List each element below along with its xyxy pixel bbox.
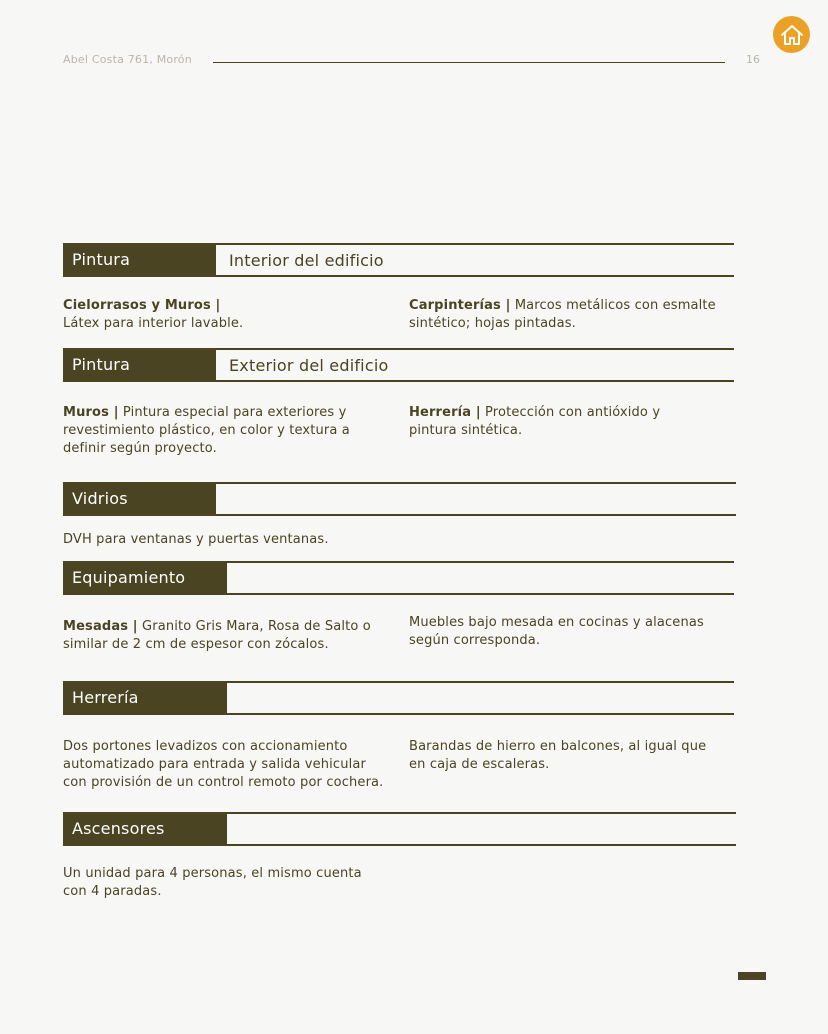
value-herreria: Protección con antióxido y pintura sintética.: [409, 405, 661, 438]
section-band-ascensores: [63, 812, 736, 846]
page-number: 16: [746, 53, 760, 66]
section-title: Vidrios: [63, 482, 216, 516]
pintura-exterior-left-text: [63, 404, 378, 458]
section-title: Equipamiento: [63, 561, 227, 595]
vidrios-text: DVH para ventanas y puertas ventanas.: [63, 532, 329, 547]
footer-mark: [738, 972, 766, 980]
home-button[interactable]: [773, 16, 810, 53]
section-title: Pintura: [63, 348, 216, 382]
label-herreria: Herrería |: [409, 405, 481, 420]
value-cielorrasos: Látex para interior lavable.: [63, 316, 244, 331]
section-title: Pintura: [63, 243, 216, 277]
ascensores-text: Un unidad para 4 personas, el mismo cuenta con 4 paradas.: [63, 866, 362, 899]
label-cielorrasos: Cielorrasos y Muros |: [63, 298, 221, 313]
section-band-pintura-interior: [63, 243, 734, 277]
equipamiento-right-text: Muebles bajo mesada en cocinas y alacenas según corresponda.: [409, 615, 704, 648]
section-subtitle: Exterior del edificio: [229, 356, 389, 375]
section-band-equipamiento: [63, 561, 734, 595]
section-band-vidrios: [63, 482, 736, 516]
section-subtitle: Interior del edificio: [229, 251, 384, 270]
header-address: Abel Costa 761, Morón: [63, 53, 192, 66]
section-band-pintura-exterior: [63, 348, 734, 382]
herreria-left-text: Dos portones levadizos con accionamiento automatizado para entrada y salida vehicular con provisión de un control remoto por cochera.: [63, 739, 384, 790]
section-band-herreria: [63, 681, 734, 715]
value-muros: Pintura especial para exteriores y revestimiento plástico, en color y textura a definir según proyecto.: [63, 405, 350, 456]
label-muros: Muros |: [63, 405, 119, 420]
label-mesadas: Mesadas |: [63, 619, 138, 634]
home-icon: [780, 24, 804, 46]
pintura-interior-right-text: [409, 297, 734, 333]
section-title: Herrería: [63, 681, 227, 715]
label-carpinterias: Carpinterías |: [409, 298, 511, 313]
value-carpinterias: Marcos metálicos con esmalte sintético; hojas pintadas.: [409, 298, 716, 331]
section-title: Ascensores: [63, 812, 227, 846]
equipamiento-left-text: [63, 618, 383, 654]
herreria-right-text: Barandas de hierro en balcones, al igual que en caja de escaleras.: [409, 739, 707, 772]
header-divider: [213, 62, 725, 63]
pintura-interior-left-text: [63, 297, 393, 333]
pintura-exterior-right-text: [409, 404, 689, 440]
value-mesadas: Granito Gris Mara, Rosa de Salto o similar de 2 cm de espesor con zócalos.: [63, 619, 371, 652]
